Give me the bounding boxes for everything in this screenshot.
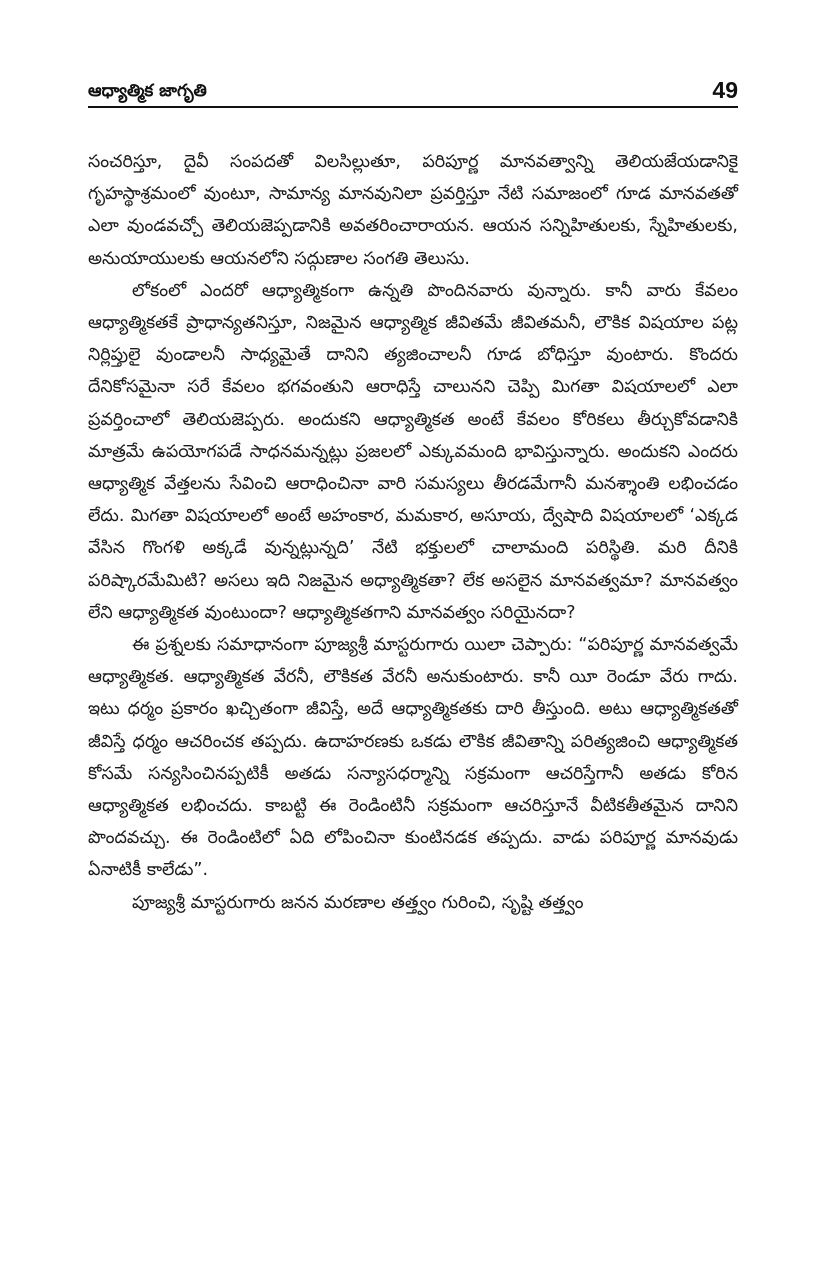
paragraph-3: ఈ ప్రశ్నలకు సమాధానంగా పూజ్యశ్రీ మాస్టరుగారు యిలా చెప్పారు: “పరిపూర్ణ మానవత్వమే ఆధ్యాత్మికత. ఆధ్యాత్మికత వేరనీ, లౌకికత వేరనీ అనుకుంటారు. కానీ యీ రెండూ వేరు గాదు. ఇటు ధర్మం ప్రకారం ఖచ్చితంగా జీవిస్తే, అదే ఆధ్యాత్మికతకు దారి తీస్తుంది. అటు ఆధ్యాత్మికతతో జీవిస్తే ధర్మం ఆచరించక తప్పదు. ఉదాహరణకు ఒకడు లౌకిక జీవితాన్ని పరిత్యజించి ఆధ్యాత్మికత కోసమే సన్యసించినప్పటికీ అతడు సన్యాసధర్మాన్ని సక్రమంగా ఆచరిస్తేగానీ అతడు కోరిన ఆధ్యాత్మికత లభించదు. కాబట్టి ఈ రెండింటినీ సక్రమంగా ఆచరిస్తూనే వీటికతీతమైన దానిని పొందవచ్చు. ఈ రెండింటిలో ఏది లోపించినా కుంటినడక తప్పదు. వాడు పరిపూర్ణ మానవుడు ఏనాటికీ కాలేడు”. — [88, 635, 738, 881]
paragraph-1: సంచరిస్తూ, దైవీ సంపదతో విలసిల్లుతూ, పరిపూర్ణ మానవత్వాన్ని తెలియజేయడానికై గృహస్థాశ్రమంలో వుంటూ, సామాన్య మానవునిలా ప్రవర్తిస్తూ నేటి సమాజంలో గూడ మానవతతో ఎలా వుండవచ్చో తెలియజెప్పడానికి అవతరించారాయన. ఆయన సన్నిహితులకు, స్నేహితులకు, అనుయాయులకు ఆయనలోని సద్గుణాల సంగతి తెలుసు. — [88, 152, 738, 269]
running-header — [88, 78, 738, 108]
chapter-title: ఆధ్యాత్మిక జాగృతి — [88, 81, 207, 101]
paragraph-2: లోకంలో ఎందరో ఆధ్యాత్మికంగా ఉన్నతి పొందినవారు వున్నారు. కానీ వారు కేవలం ఆధ్యాత్మికతకే ప్రాధాన్యతనిస్తూ, నిజమైన ఆధ్యాత్మిక జీవితమే జీవితమనీ, లౌకిక విషయాల పట్ల నిర్లిప్తులై వుండాలనీ సాధ్యమైతే దానిని త్యజించాలనీ గూడ బోధిస్తూ వుంటారు. కొందరు దేనికోసమైనా సరే కేవలం భగవంతుని ఆరాధిస్తే చాలునని చెప్పి మిగతా విషయాలలో ఎలా ప్రవర్తించాలో తెలియజెప్పరు. అందుకని ఆధ్యాత్మికత అంటే కేవలం కోరికలు తీర్చుకోవడానికి మాత్రమే ఉపయోగపడే సాధనమన్నట్లు ప్రజలలో ఎక్కువమంది భావిస్తున్నారు. అందుకని ఎందరు ఆధ్యాత్మిక వేత్తలను సేవించి ఆరాధించినా వారి సమస్యలు తీరడమేగానీ మనశ్శాంతి లభించడం లేదు. మిగతా విషయాలలో అంటే అహంకార, మమకార, అసూయ, ద్వేషాది విషయాలలో ‘ఎక్కడ వేసిన గొంగళి అక్కడే వున్నట్లున్నది’ నేటి భక్తులలో చాలామంది పరిస్థితి. మరి దీనికి పరిష్కారమేమిటి? అసలు ఇది నిజమైన అధ్యాత్మికతా? లేక అసలైన మానవత్వమా? మానవత్వం లేని ఆధ్యాత్మికత వుంటుందా? ఆధ్యాత్మికతగాని మానవత్వం సరియైనదా? — [88, 280, 738, 623]
page-number: 49 — [712, 77, 738, 103]
paragraph-4: పూజ్యశ్రీ మాస్టరుగారు జనన మరణాల తత్త్వం గురించి, సృష్టి తత్త్వం — [132, 892, 584, 913]
body-text — [88, 146, 738, 919]
